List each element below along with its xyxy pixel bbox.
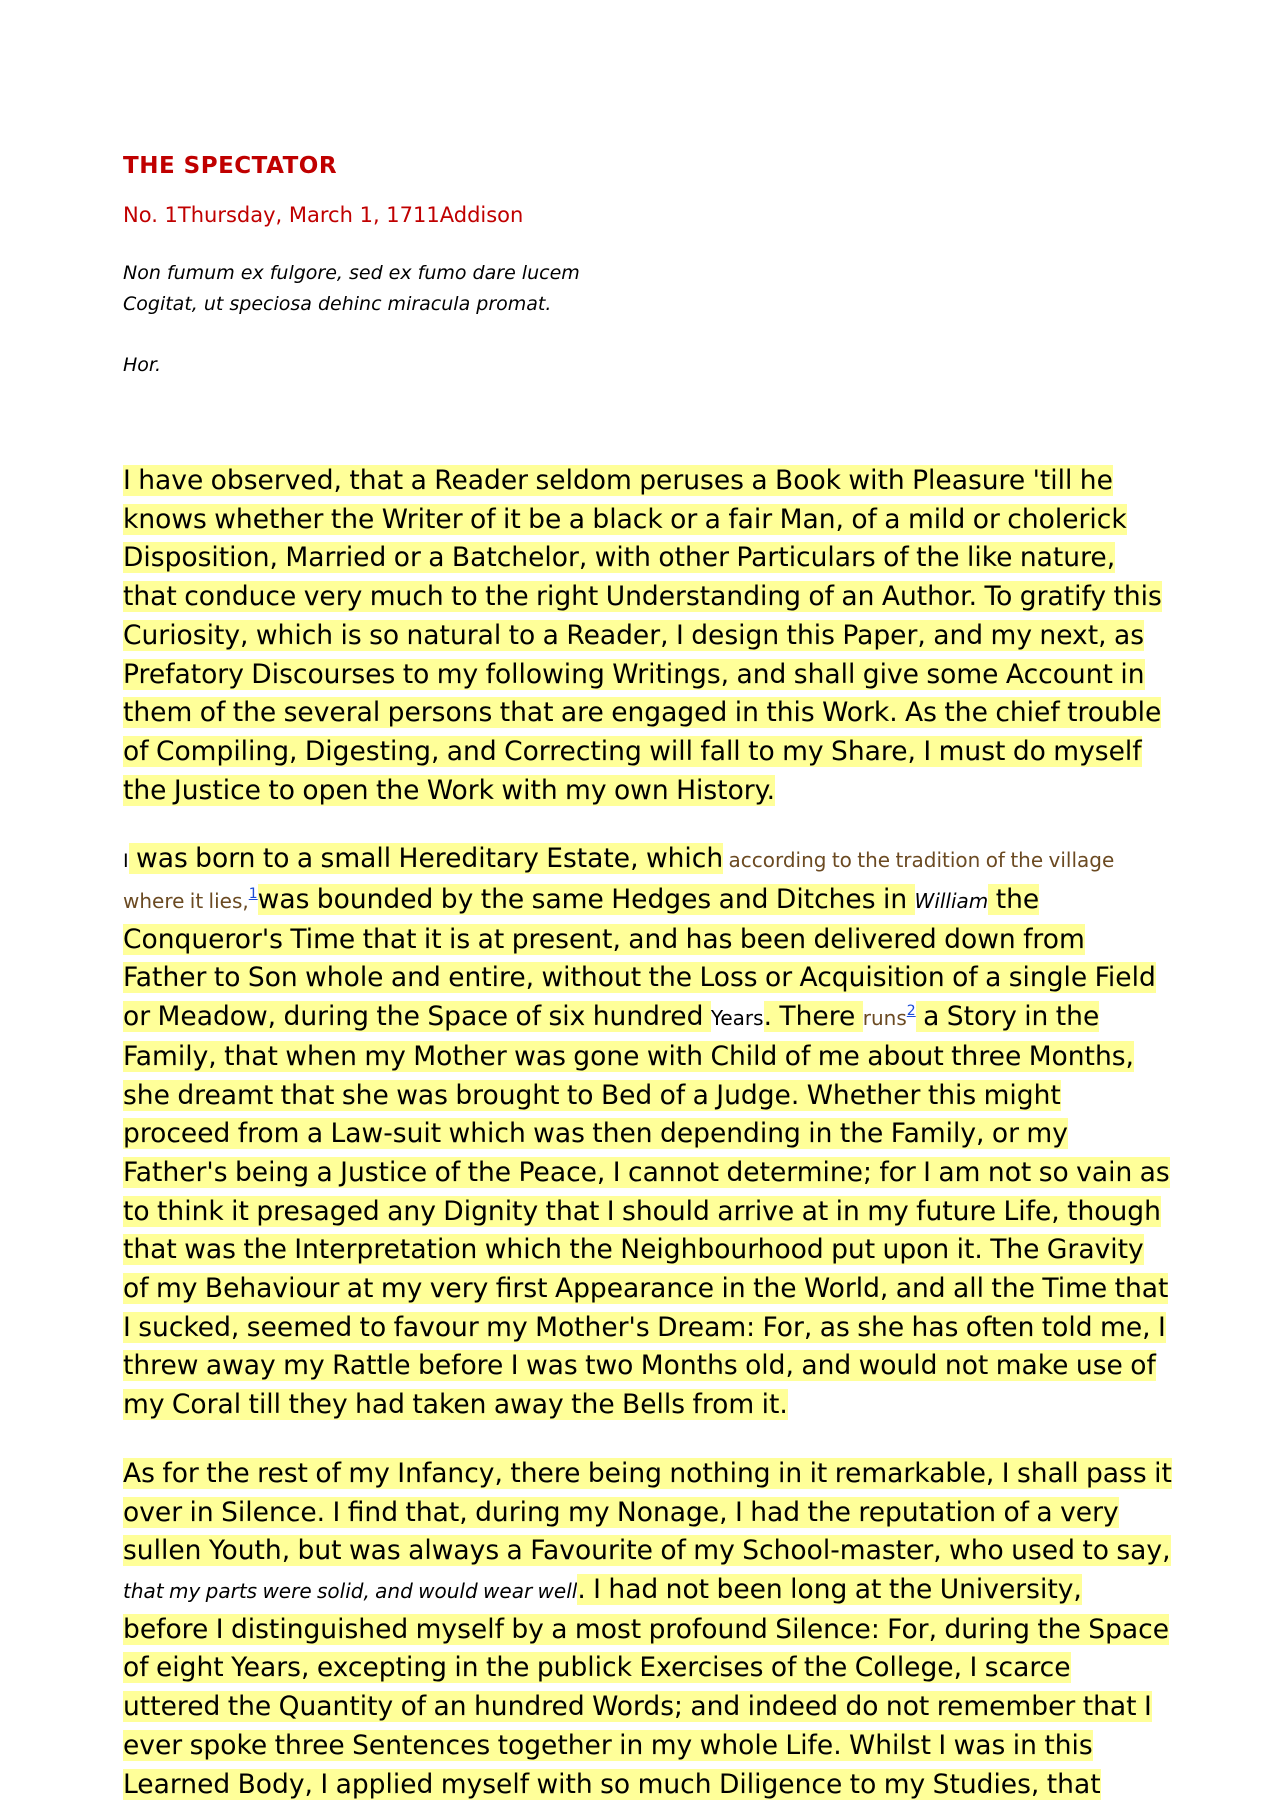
paragraph-2-years: Years	[710, 1006, 764, 1031]
epigraph	[123, 258, 1173, 320]
footnote-link-1[interactable]: 1	[248, 886, 258, 903]
paragraph-2-text-1: was born to a small Hereditary Estate, which	[128, 843, 724, 875]
paragraph-2-runs: runs	[862, 1006, 907, 1031]
paragraph-2-text-2: was bounded by the same Hedges and Ditches in	[257, 884, 915, 916]
document-title: THE SPECTATOR	[123, 153, 338, 179]
paragraph-3-text-1: As for the rest of my Infancy, there being nothing in it remarkable, I shall pass it over in Silence. I find that, during my Nonage, I had the reputation of a very sullen Youth, but was always a Favourite of my School-master, who used to say,	[123, 1457, 1172, 1567]
document-page	[123, 148, 1173, 1804]
paragraph-3	[123, 1455, 1173, 1804]
paragraph-2-text-5: a Story in the Family, that when my Mother was gone with Child of me about three Months, she dreamt that she was brought to Bed of a Judge. Whether this might proceed from a Law-suit which was then depending in the Family, or my Father's being a Justice of the Peace, I cannot determine; for I am not so vain as to think it presaged any Dignity that I should arrive at in my future Life, though that was the Interpretation which the Neighbourhood put upon it. The Gravity of my Behaviour at my very first Appearance in the World, and all the Time that I sucked, seemed to favour my Mother's Dream: For, as she has often told me, I threw away my Rattle before I was two Months old, and would not make use of my Coral till they had taken away the Bells from it.	[123, 1001, 1170, 1421]
paragraph-2-note: according to the tradition of the village where it lies,	[123, 848, 1115, 914]
footnote-link-2[interactable]: 2	[906, 1003, 916, 1020]
paragraph-2	[123, 840, 1173, 1425]
paragraph-3-quote: that my parts were solid, and would wear well	[123, 1578, 578, 1603]
paragraph-2-initial: I	[123, 850, 129, 873]
paragraph-1-text: I have observed, that a Reader seldom peruses a Book with Pleasure 'till he knows whether the Writer of it be a black or a fair Man, of a mild or cholerick Disposition, Married or a Batchelor, with other Particulars of the like nature, that conduce very much to the right Understanding of an Author. To gratify this Curiosity, which is so natural to a Reader, I design this Paper, and my next, as Prefatory Discourses to my following Writings, and shall give some Account in them of the several persons that are engaged in this Work. As the chief trouble of Compiling, Digesting, and Correcting will fall to my Share, I must do myself the Justice to open the Work with my own History.	[123, 465, 1162, 806]
epigraph-line-1: Non fumum ex fulgore, sed ex fumo dare lucem	[123, 262, 580, 284]
paragraph-1	[123, 462, 1173, 810]
paragraph-2-text-3: the Conqueror's Time that it is at present, and has been delivered down from Father to Son whole and entire, without the Loss or Acquisition of a single Field or Meadow, during the Space of six hundred	[123, 884, 1156, 1033]
paragraph-2-text-4: . There	[763, 1001, 863, 1033]
paragraph-2-name: William	[914, 889, 989, 914]
epigraph-author: Hor.	[123, 354, 162, 376]
issue-meta: No. 1Thursday, March 1, 1711Addison	[123, 203, 524, 227]
epigraph-line-2: Cogitat, ut speciosa dehinc miracula promat.	[123, 293, 552, 315]
paragraph-3-text-2: . I had not been long at the University, before I distinguished myself by a most profound Silence: For, during the Space of eight Years, excepting in the publick Exercises of the College, I scarce uttered the Quantity of an hundred Words; and indeed do not remember that I ever spoke three Sentences together in my whole Life. Whilst I was in this Learned Body, I applied myself with so much Diligence to my Studies, that	[123, 1573, 1170, 1800]
